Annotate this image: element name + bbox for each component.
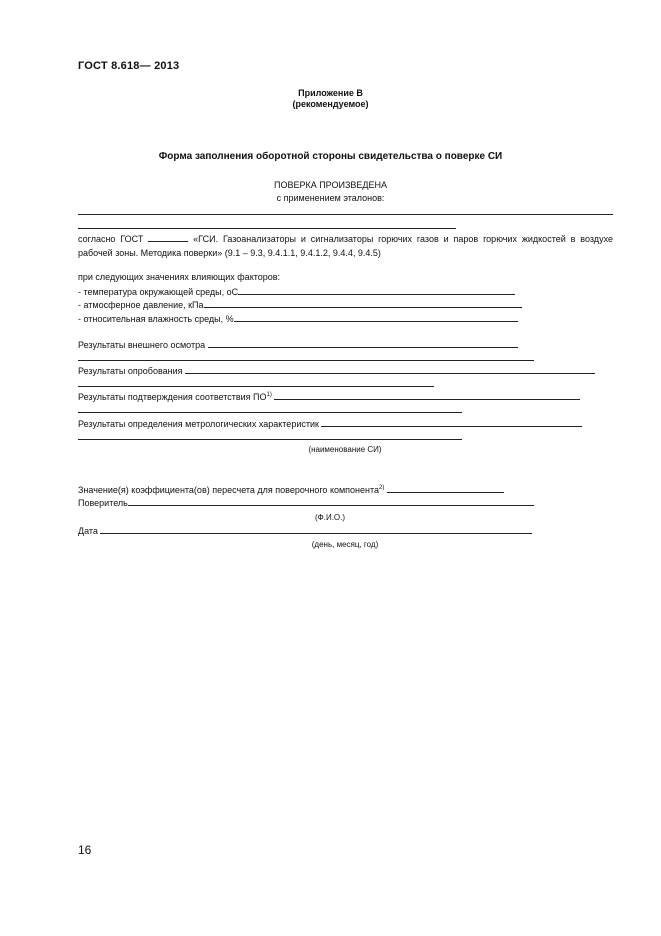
software-label: Результаты подтверждения соответствия ПО <box>78 392 267 402</box>
conversion-field[interactable] <box>387 484 504 493</box>
visual-label: Результаты внешнего осмотра <box>78 340 206 350</box>
verifier-caption: (Ф.И.О.) <box>314 513 346 522</box>
standards-label: с применением эталонов: <box>276 193 385 203</box>
standards-line-2[interactable] <box>78 228 456 229</box>
gost-number-field[interactable] <box>148 233 188 242</box>
visual-line-2[interactable] <box>78 360 534 361</box>
verifier-row <box>78 497 534 509</box>
temperature-row <box>78 286 515 298</box>
factors-intro: при следующих значениях влияющих факторов: <box>78 272 281 282</box>
pressure-field[interactable] <box>204 299 522 308</box>
method-paragraph <box>78 232 613 260</box>
temperature-label: - температура окружающей среды, оС <box>78 287 239 297</box>
software-row <box>78 391 580 403</box>
testing-row <box>78 365 595 377</box>
document-header: ГОСТ 8.618— 2013 <box>78 60 180 72</box>
method-text: «ГСИ. Газоанализаторы и сигнализаторы горючих газов и паров горючих жидкостей в воздухе рабочей зоны. Методика поверки» (9.1 – 9.3, 9.4.1.1, 9.4.1.2, 9.4.4, 9.4.5) <box>78 234 613 258</box>
gost-prefix: согласно ГОСТ <box>78 234 144 244</box>
verifier-label: Поверитель <box>78 498 128 508</box>
appendix-title: Приложение В <box>298 88 363 98</box>
conversion-row <box>78 484 504 496</box>
pressure-label: - атмосферное давление, кПа <box>78 300 204 310</box>
date-field[interactable] <box>100 525 532 534</box>
page-number: 16 <box>78 843 92 857</box>
testing-line-2[interactable] <box>78 386 434 387</box>
verifier-field[interactable] <box>128 497 534 506</box>
metrology-row <box>78 418 582 430</box>
visual-field[interactable] <box>208 339 518 348</box>
form-title: Форма заполнения оборотной стороны свидетельства о поверке СИ <box>158 151 503 162</box>
appendix-subtitle: (рекомендуемое) <box>292 99 369 109</box>
standards-line-1[interactable] <box>78 214 613 215</box>
testing-label: Результаты опробования <box>78 366 183 376</box>
humidity-row <box>78 313 518 325</box>
conversion-footnote-mark: 2) <box>379 485 385 491</box>
testing-field[interactable] <box>185 365 595 374</box>
software-field[interactable] <box>274 391 580 400</box>
date-row <box>78 525 532 537</box>
visual-row <box>78 339 518 351</box>
metrology-line-2[interactable] <box>78 439 462 440</box>
humidity-field[interactable] <box>234 313 518 322</box>
humidity-label: - относительная влажность среды, % <box>78 314 234 324</box>
date-caption: (день, месяц, год) <box>311 540 379 549</box>
date-label: Дата <box>78 526 98 536</box>
verification-heading: ПОВЕРКА ПРОИЗВЕДЕНА <box>273 180 387 190</box>
temperature-field[interactable] <box>238 286 515 295</box>
metrology-label: Результаты определения метрологических характеристик <box>78 419 319 429</box>
metrology-field[interactable] <box>321 418 582 427</box>
pressure-row <box>78 299 522 311</box>
conversion-label: Значение(я) коэффициента(ов) пересчета для поверочного компонента <box>78 485 380 495</box>
si-name-caption: (наименование СИ) <box>308 445 382 454</box>
software-line-2[interactable] <box>78 412 462 413</box>
software-footnote-mark: 1) <box>266 392 272 398</box>
